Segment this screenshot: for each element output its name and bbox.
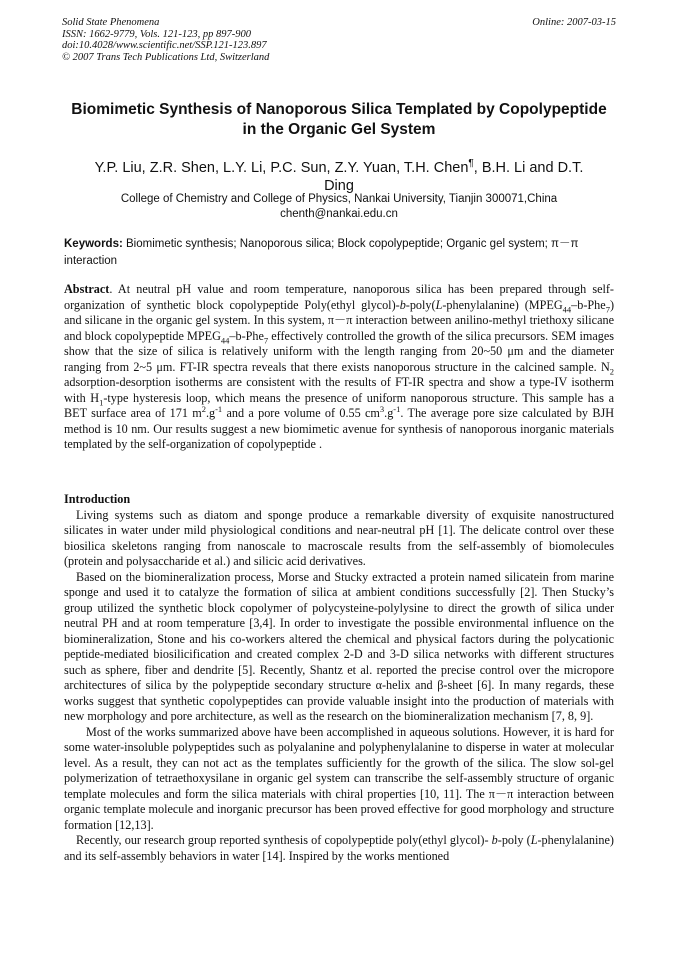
subscript: 7 <box>263 334 269 345</box>
abstract-text: . The average pore size calculated by BJH method is 10 nm. Our results suggest a new biomimetic avenue for synthesis of nanoporous inorganic materials templated by the self-organization of copolypeptide . <box>64 406 615 451</box>
abstract-text: –b-Phe <box>229 328 264 343</box>
abstract-text: .g <box>205 406 216 420</box>
paragraph: Most of the works summarized above have been accomplished in aqueous solutions. However, it is hard for some water-insoluble polypeptides such as polyalanine and polyphenylalanine to disperse in water at molecular level. As a result, they can not act as the templates sufficiently for the growth of the silica. The slow sol-gel polymerization of tetraethoxysilane in organic gel system can transcribe the self-assembly structure of organic template molecules and form the silica materials with chiral properties [10, 11]. The π－π interaction between organic template molecule and inorganic precursor has been proved effective for good morphology and structure formation [12,13]. <box>64 724 614 832</box>
superscript: 2 <box>201 403 206 414</box>
subscript: 7 <box>605 303 610 314</box>
abstract-text: -phenylalanine) (MPEG <box>442 297 563 312</box>
abstract-text: . At neutral pH value and room temperature, nanoporous silica has been prepared through self-organization of synthetic block copolypeptide Poly(ethyl glycol)- <box>64 282 614 312</box>
keywords-label: Keywords: <box>64 238 123 250</box>
abstract-text: effectively controlled the growth of the silica precursors. SEM images show that the size of silica is relatively uniform with the length ranging from 20~50 μm and the diameter ranging from 2~5 μm. FT-IR spectra reveals that there exists nanoporous structure in the calcined sample. N <box>64 328 614 374</box>
abstract-text: adsorption-desorption isotherms are consistent with the results of FT-IR spectra and show a type-IV isotherm with H <box>64 375 614 405</box>
abstract-text: b <box>399 297 406 312</box>
keywords-text: Biomimetic synthesis; Nanoporous silica; Block copolypeptide; Organic gel system; π－π interaction <box>64 238 579 267</box>
paragraph-text: Recently, our research group reported synthesis of copolypeptide poly(ethyl glycol)- <box>76 833 492 847</box>
journal-issn: ISSN: 1662-9779, Vols. 121-123, pp 897-900 <box>62 28 251 40</box>
author-names-cont: , B.H. Li and D.T. <box>473 159 584 176</box>
online-date: Online: 2007-03-15 <box>532 17 616 28</box>
abstract-label: Abstract <box>64 282 110 296</box>
abstract-text: -poly( <box>405 297 436 312</box>
paragraph-text: -poly ( <box>497 833 531 847</box>
title-line-2: in the Organic Gel System <box>242 121 436 138</box>
superscript: 3 <box>379 403 385 414</box>
superscript: -1 <box>215 403 223 414</box>
subscript: 44 <box>562 303 572 314</box>
author-names: Y.P. Liu, Z.R. Shen, L.Y. Li, P.C. Sun, Z.Y. Yuan, T.H. Chen <box>94 159 469 176</box>
journal-copyright: © 2007 Trans Tech Publications Ltd, Switzerland <box>62 51 270 63</box>
introduction-section <box>64 492 614 864</box>
author-names-last: Ding <box>324 178 354 195</box>
paragraph <box>64 833 614 864</box>
superscript: -1 <box>393 403 401 414</box>
abstract-text: -type hysteresis loop, which means the presence of uniform nanoporous structure. This sample has a BET surface area of 171 m <box>64 390 615 420</box>
subscript: 2 <box>609 365 614 376</box>
abstract <box>64 282 614 453</box>
section-heading: Introduction <box>64 492 131 506</box>
author-list <box>40 155 638 196</box>
institution: College of Chemistry and College of Physics, Nankai University, Tianjin 300071,China <box>120 193 558 205</box>
paragraph-text: L <box>530 833 538 847</box>
abstract-text: and a pore volume of 0.55 cm <box>222 406 380 420</box>
journal-name: Solid State Phenomena <box>62 17 160 28</box>
journal-doi: doi:10.4028/www.scientific.net/SSP.121-123.897 <box>62 40 267 51</box>
title-line-1: Biomimetic Synthesis of Nanoporous Silica Templated by Copolypeptide <box>71 101 607 118</box>
paragraph-text: -phenylalanine) and its self-assembly behaviors in water [14]. Inspired by the works mentioned <box>64 833 614 863</box>
abstract-text: L <box>435 297 443 312</box>
abstract-text: ) and silicane in the organic gel system. In this system, π－π interaction between anilino-methyl triethoxy silicane and block copolypeptide MPEG <box>64 297 614 343</box>
paragraph: Living systems such as diatom and sponge produce a remarkable diversity of exquisite nanostructured silicates in water under mild physiological conditions and near-neutral pH [1]. The delicate control over these biosilica skeletons ranging from nanoscale to macroscale results from the self-assembly of biomolecules (protein and polysaccharide et al.) and silicic acid derivatives. <box>64 507 614 568</box>
keywords <box>64 236 616 270</box>
paragraph-text: b <box>491 833 498 847</box>
affiliation <box>40 192 638 222</box>
email-link[interactable]: chenth@nankai.edu.cn <box>280 208 398 220</box>
subscript: 1 <box>99 396 104 407</box>
corresponding-mark: ¶ <box>468 158 474 169</box>
abstract-text: –b-Phe <box>571 297 606 312</box>
subscript: 44 <box>220 334 230 345</box>
paper-title <box>40 100 638 140</box>
abstract-text: .g <box>384 406 394 420</box>
paragraph: Based on the biomineralization process, Morse and Stucky extracted a protein named silicatein from marine sponge and used it to catalyze the formation of silica at ambient conditions successfully [2]. Then Stucky’s group utilized the synthetic block copolymer of polycysteine-polylysine to direct the growth of silica under neutral PH and at room temperature [3,4]. In order to investigate the possible environmental influence on the biomineralization, Stone and his co-workers altered the chemical and physical factors during the polycationic peptide-mediated biosilicification and created complex 2-D and 3-D silica networks with different structures such as sphere, fiber and dendrite [5]. Recently, Shantz et al. reported the precise control over the micropore architectures of silica by the polypeptide secondary structure α-helix and β-sheet [6]. In many regards, these works suggest that synthetic copolypeptides can provide valuable insight into the production of materials with new morphology and pore architecture, as well as the research on the biomineralization mechanism [7, 8, 9]. <box>64 569 614 723</box>
journal-header <box>62 17 269 63</box>
